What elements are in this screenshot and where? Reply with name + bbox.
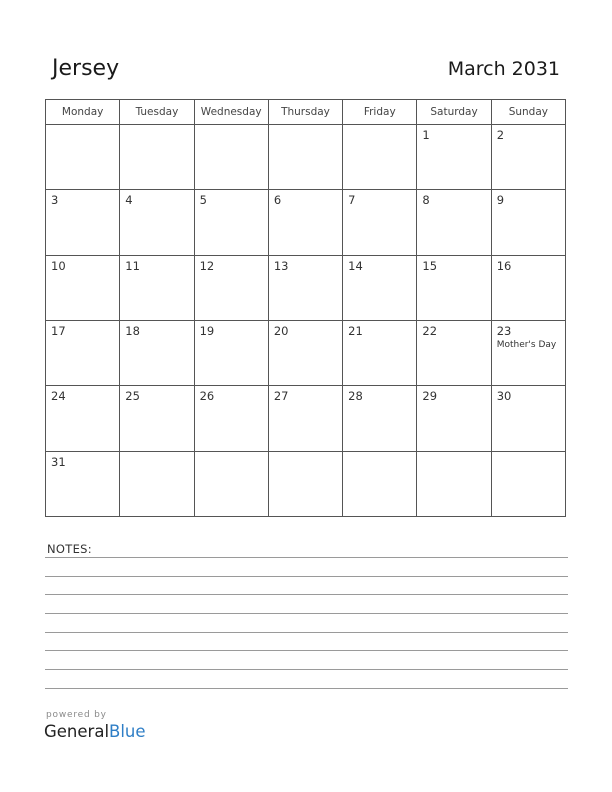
day-number: 17 (51, 323, 66, 338)
week-row (46, 125, 566, 190)
day-number: 11 (125, 258, 140, 273)
note-line (45, 688, 568, 689)
day-number (120, 125, 193, 129)
day-cell-19[interactable] (194, 320, 268, 385)
empty-day-cell[interactable] (120, 125, 194, 190)
weekday-header: Saturday (417, 100, 491, 125)
day-cell-29[interactable] (417, 386, 491, 451)
holiday-label: Mother's Day (496, 339, 557, 350)
notes-label: NOTES: (47, 542, 92, 556)
day-number: 8 (422, 193, 430, 208)
empty-day-cell[interactable] (268, 125, 342, 190)
day-cell-12[interactable] (194, 255, 268, 320)
weekday-header: Sunday (491, 100, 565, 125)
week-row (46, 255, 566, 320)
weekday-header: Friday (343, 100, 417, 125)
day-number: 19 (199, 323, 215, 338)
day-cell-13[interactable] (268, 255, 342, 320)
day-cell-17[interactable] (46, 320, 120, 385)
day-number: 9 (496, 193, 505, 208)
note-line (45, 669, 568, 670)
note-line (45, 594, 568, 595)
day-number: 3 (51, 193, 59, 208)
day-cell-3[interactable] (46, 190, 120, 255)
brand-blue-text: Blue (109, 722, 146, 741)
day-cell-23[interactable] (491, 320, 565, 385)
day-cell-30[interactable] (491, 386, 565, 451)
day-number: 30 (496, 389, 512, 404)
day-number: 10 (51, 258, 66, 273)
day-number: 13 (273, 258, 289, 273)
brand-logo[interactable] (44, 710, 146, 742)
day-cell-1[interactable] (417, 125, 491, 190)
weekday-header: Tuesday (120, 100, 194, 125)
day-cell-31[interactable] (46, 451, 120, 516)
day-cell-21[interactable] (343, 320, 417, 385)
day-number: 21 (348, 323, 363, 338)
day-number: 2 (496, 128, 505, 142)
day-cell-26[interactable] (194, 386, 268, 451)
week-row (46, 386, 566, 451)
day-number (343, 452, 416, 456)
brand-general-text: General (44, 722, 110, 741)
day-cell-8[interactable] (417, 190, 491, 255)
empty-day-cell[interactable] (194, 451, 268, 516)
empty-day-cell[interactable] (46, 125, 120, 190)
day-number: 6 (273, 193, 282, 208)
day-number: 31 (51, 454, 66, 469)
day-cell-7[interactable] (343, 190, 417, 255)
day-number (120, 452, 193, 456)
empty-day-cell[interactable] (491, 451, 565, 516)
day-number: 25 (125, 389, 140, 404)
day-number: 12 (199, 258, 215, 273)
week-row (46, 320, 566, 385)
note-line (45, 576, 568, 577)
day-cell-11[interactable] (120, 255, 194, 320)
day-number: 22 (422, 323, 438, 338)
day-cell-22[interactable] (417, 320, 491, 385)
day-cell-14[interactable] (343, 255, 417, 320)
day-cell-2[interactable] (491, 125, 565, 190)
region-title: Jersey (52, 56, 120, 81)
day-cell-4[interactable] (120, 190, 194, 255)
empty-day-cell[interactable] (417, 451, 491, 516)
day-number: 5 (199, 193, 207, 208)
day-cell-15[interactable] (417, 255, 491, 320)
day-number (492, 452, 565, 456)
day-number: 16 (496, 258, 512, 273)
day-cell-20[interactable] (268, 320, 342, 385)
week-row (46, 190, 566, 255)
day-cell-24[interactable] (46, 386, 120, 451)
day-cell-16[interactable] (491, 255, 565, 320)
day-number: 29 (422, 389, 438, 404)
calendar-body (46, 125, 566, 517)
powered-by-text: powered by (46, 710, 107, 720)
weekday-header: Thursday (268, 100, 342, 125)
empty-day-cell[interactable] (194, 125, 268, 190)
day-cell-9[interactable] (491, 190, 565, 255)
day-number: 15 (422, 258, 438, 273)
calendar-grid (45, 99, 566, 517)
month-year-title: March 2031 (447, 58, 560, 80)
note-line (45, 557, 568, 558)
day-cell-18[interactable] (120, 320, 194, 385)
day-number (195, 125, 268, 129)
day-number: 7 (348, 193, 356, 208)
day-number: 14 (348, 258, 363, 273)
day-cell-5[interactable] (194, 190, 268, 255)
note-line (45, 632, 568, 633)
weekday-header-row (46, 100, 566, 125)
brand-name (44, 722, 146, 742)
day-number: 18 (125, 323, 140, 338)
day-number: 27 (273, 389, 289, 404)
day-cell-10[interactable] (46, 255, 120, 320)
day-number: 1 (422, 128, 430, 142)
day-number (46, 125, 119, 129)
day-number: 28 (348, 389, 363, 404)
note-line (45, 650, 568, 651)
day-number: 20 (273, 323, 289, 338)
empty-day-cell[interactable] (343, 125, 417, 190)
day-number (343, 125, 416, 129)
empty-day-cell[interactable] (268, 451, 342, 516)
weekday-header: Monday (46, 100, 120, 125)
empty-day-cell[interactable] (120, 451, 194, 516)
weekday-header: Wednesday (194, 100, 268, 125)
day-number: 23 (496, 323, 512, 338)
day-cell-28[interactable] (343, 386, 417, 451)
note-line (45, 613, 568, 614)
day-cell-27[interactable] (268, 386, 342, 451)
week-row (46, 451, 566, 516)
day-cell-6[interactable] (268, 190, 342, 255)
day-number (269, 452, 342, 456)
day-number (417, 452, 490, 456)
day-number: 24 (51, 389, 66, 404)
empty-day-cell[interactable] (343, 451, 417, 516)
day-number (269, 125, 342, 129)
day-number (195, 452, 268, 456)
day-number: 4 (125, 193, 133, 208)
day-cell-25[interactable] (120, 386, 194, 451)
day-number: 26 (199, 389, 215, 404)
